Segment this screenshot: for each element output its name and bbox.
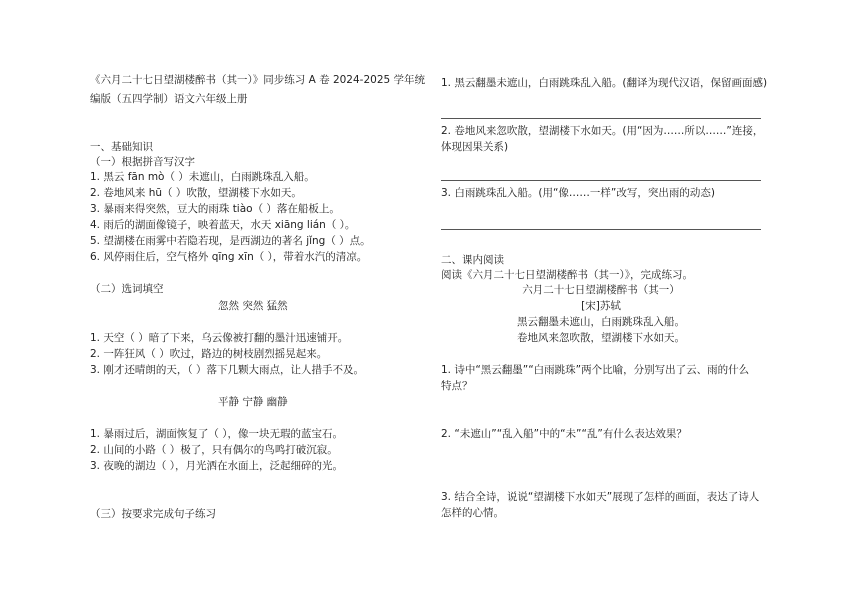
question: 2. “未遮山”“乱入船”中的“未”“乱”有什么表达效果？: [441, 428, 687, 440]
title-line-2: 编版（五四学制）语文六年级上册: [90, 93, 248, 105]
sentence-task: 1. 黑云翻墨未遮山，白雨跳珠乱入船。(翻译为现代汉语，保留画面感): [441, 77, 768, 89]
poem-line: 黑云翻墨未遮山，白雨跳珠乱入船。: [517, 316, 685, 328]
pinyin-item: 2. 卷地风来 hū（ ）吹散，望湖楼下水如天。: [90, 187, 302, 199]
pinyin-item: 1. 黑云 fān mò（ ）未遮山，白雨跳珠乱入船。: [90, 171, 315, 183]
sentence-task-cont: 体现因果关系): [441, 141, 509, 153]
word-bank-2: 平静 宁静 幽静: [218, 396, 288, 408]
question-cont: 怎样的心情。: [441, 507, 504, 519]
pinyin-item: 5. 望湖楼在雨雾中若隐若现，是西湖边的著名 jǐng（ ）点。: [90, 235, 371, 247]
question: 1. 诗中“黑云翻墨”“白雨跳珠”两个比喻，分别写出了云、雨的什么: [441, 364, 750, 376]
sentence-task: 3. 白雨跳珠乱入船。(用“像……一样”改写，突出雨的动态): [441, 187, 715, 199]
answer-line[interactable]: [441, 118, 761, 119]
question-cont: 特点？: [441, 380, 473, 392]
sentence-task: 2. 卷地风来忽吹散，望湖楼下水如天。(用“因为……所以……”连接，: [441, 125, 764, 137]
part-sentence-heading: （三）按要求完成句子练习: [90, 508, 216, 520]
pinyin-item: 4. 雨后的湖面像镜子，映着蓝天，水天 xiāng lián（ ）。: [90, 219, 356, 231]
title-line-1: 《六月二十七日望湖楼醉书（其一）》同步练习 A 卷 2024-2025 学年统: [90, 74, 426, 86]
pinyin-item: 6. 风停雨住后，空气格外 qīng xīn（ ），带着水汽的清凉。: [90, 251, 368, 263]
section-reading: 二、课内阅读: [441, 254, 504, 266]
part-pinyin-heading: （一）根据拼音写汉字: [90, 156, 195, 168]
fill-item: 1. 天空（ ）暗了下来，乌云像被打翻的墨汁迅速铺开。: [90, 332, 349, 344]
answer-line[interactable]: [441, 229, 761, 230]
answer-line[interactable]: [441, 180, 761, 181]
fill-item: 2. 一阵狂风（ ）吹过，路边的树枝剧烈摇晃起来。: [90, 348, 328, 360]
fill-item: 1. 暴雨过后，湖面恢复了（ ），像一块无瑕的蓝宝石。: [90, 428, 343, 440]
reading-intro: 阅读《六月二十七日望湖楼醉书（其一）》，完成练习。: [441, 269, 693, 281]
poem-line: 卷地风来忽吹散，望湖楼下水如天。: [517, 332, 685, 344]
poem-title: 六月二十七日望湖楼醉书（其一）: [522, 284, 680, 296]
fill-item: 3. 刚才还晴朗的天，（ ）落下几颗大雨点，让人措手不及。: [90, 364, 364, 376]
pinyin-item: 3. 暴雨来得突然，豆大的雨珠 tiào（ ）落在船板上。: [90, 203, 340, 215]
question: 3. 结合全诗，说说“望湖楼下水如天”展现了怎样的画面，表达了诗人: [441, 491, 760, 503]
section-basic-knowledge: 一、基础知识: [90, 141, 153, 153]
part-word-choice-heading: （二）选词填空: [90, 283, 164, 295]
word-bank-1: 忽然 突然 猛然: [218, 300, 288, 312]
fill-item: 2. 山间的小路（ ）极了，只有偶尔的鸟鸣打破沉寂。: [90, 444, 338, 456]
poem-author: [宋]苏轼: [581, 300, 621, 312]
fill-item: 3. 夜晚的湖边（ ），月光洒在水面上，泛起细碎的光。: [90, 460, 343, 472]
